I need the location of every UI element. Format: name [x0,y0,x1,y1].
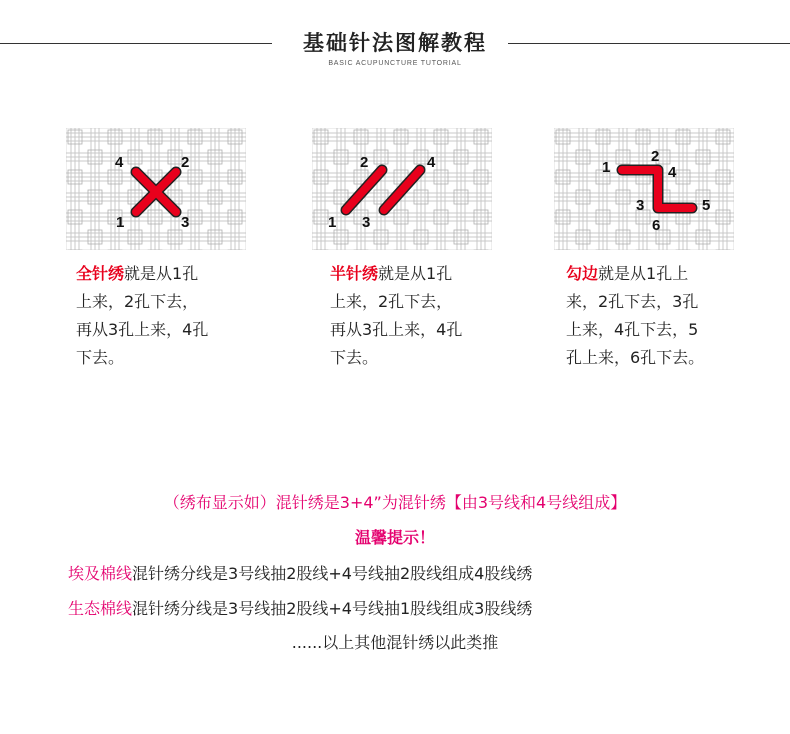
desc-line: 再从3孔上来，4孔 [76,320,209,339]
desc-line [566,260,704,288]
hole-number-6: 6 [652,217,661,234]
etc-note: ......以上其他混针绣以此类推 [291,633,499,652]
desc-line [330,260,462,288]
hole-number-1: 1 [116,214,125,231]
stitch-name: 全针绣 [76,264,125,283]
desc-line: 上来，2孔下去， [330,292,453,311]
page-title: 基础针法图解教程 [303,31,487,55]
desc-line [76,260,208,288]
hole-number-5: 5 [702,197,711,214]
hole-number-3: 3 [181,214,190,231]
desc-text: 就是从1孔 [124,264,199,283]
desc-line: 再从3孔上来，4孔 [330,320,463,339]
hole-number-4: 4 [115,154,124,171]
hole-number-4: 4 [668,164,677,181]
tip-heading: 温馨提示！ [354,528,435,547]
desc-text: 就是从1孔上 [598,264,689,283]
hole-number-1: 1 [328,214,337,231]
desc-line: 孔上来，6孔下去。 [566,348,705,367]
eco-cotton-text: 混针绣分线是3号线抽2股线+4号线抽1股线组成3股线绣 [132,599,533,618]
desc-line: 下去。 [330,348,379,367]
desc-line: 下去。 [76,348,125,367]
egyptian-cotton-note [68,561,532,584]
full-stitch-description [76,260,208,372]
egyptian-cotton-label: 埃及棉线 [68,564,133,583]
desc-line: 上来，2孔下去， [76,292,199,311]
half-stitch-description [330,260,462,372]
stitch-name: 半针绣 [330,264,379,283]
hole-number-3: 3 [636,197,645,214]
hole-number-2: 2 [651,148,660,165]
desc-line: 上来，4孔下去，5 [566,320,699,339]
hole-number-1: 1 [602,159,611,176]
hole-number-2: 2 [360,154,369,171]
eco-cotton-note [68,596,532,619]
egyptian-cotton-text: 混针绣分线是3号线抽2股线+4号线抽2股线组成4股线绣 [132,564,533,583]
desc-text: 就是从1孔 [378,264,453,283]
stitch-name: 勾边 [566,264,599,283]
backstitch-description [566,260,704,372]
hole-number-2: 2 [181,154,190,171]
hole-number-3: 3 [362,214,371,231]
mixed-stitch-note: （绣布显示如）混针绣是3+4”为混针绣【由3号线和4号线组成】 [163,493,627,512]
hole-number-4: 4 [427,154,436,171]
eco-cotton-label: 生态棉线 [68,599,133,618]
backstitch-diagram [554,128,734,250]
page-subtitle: BASIC ACUPUNCTURE TUTORIAL [328,60,462,67]
desc-line: 来，2孔下去，3孔 [566,292,699,311]
half-stitch-diagram [312,128,492,250]
full-stitch-diagram [66,128,246,250]
